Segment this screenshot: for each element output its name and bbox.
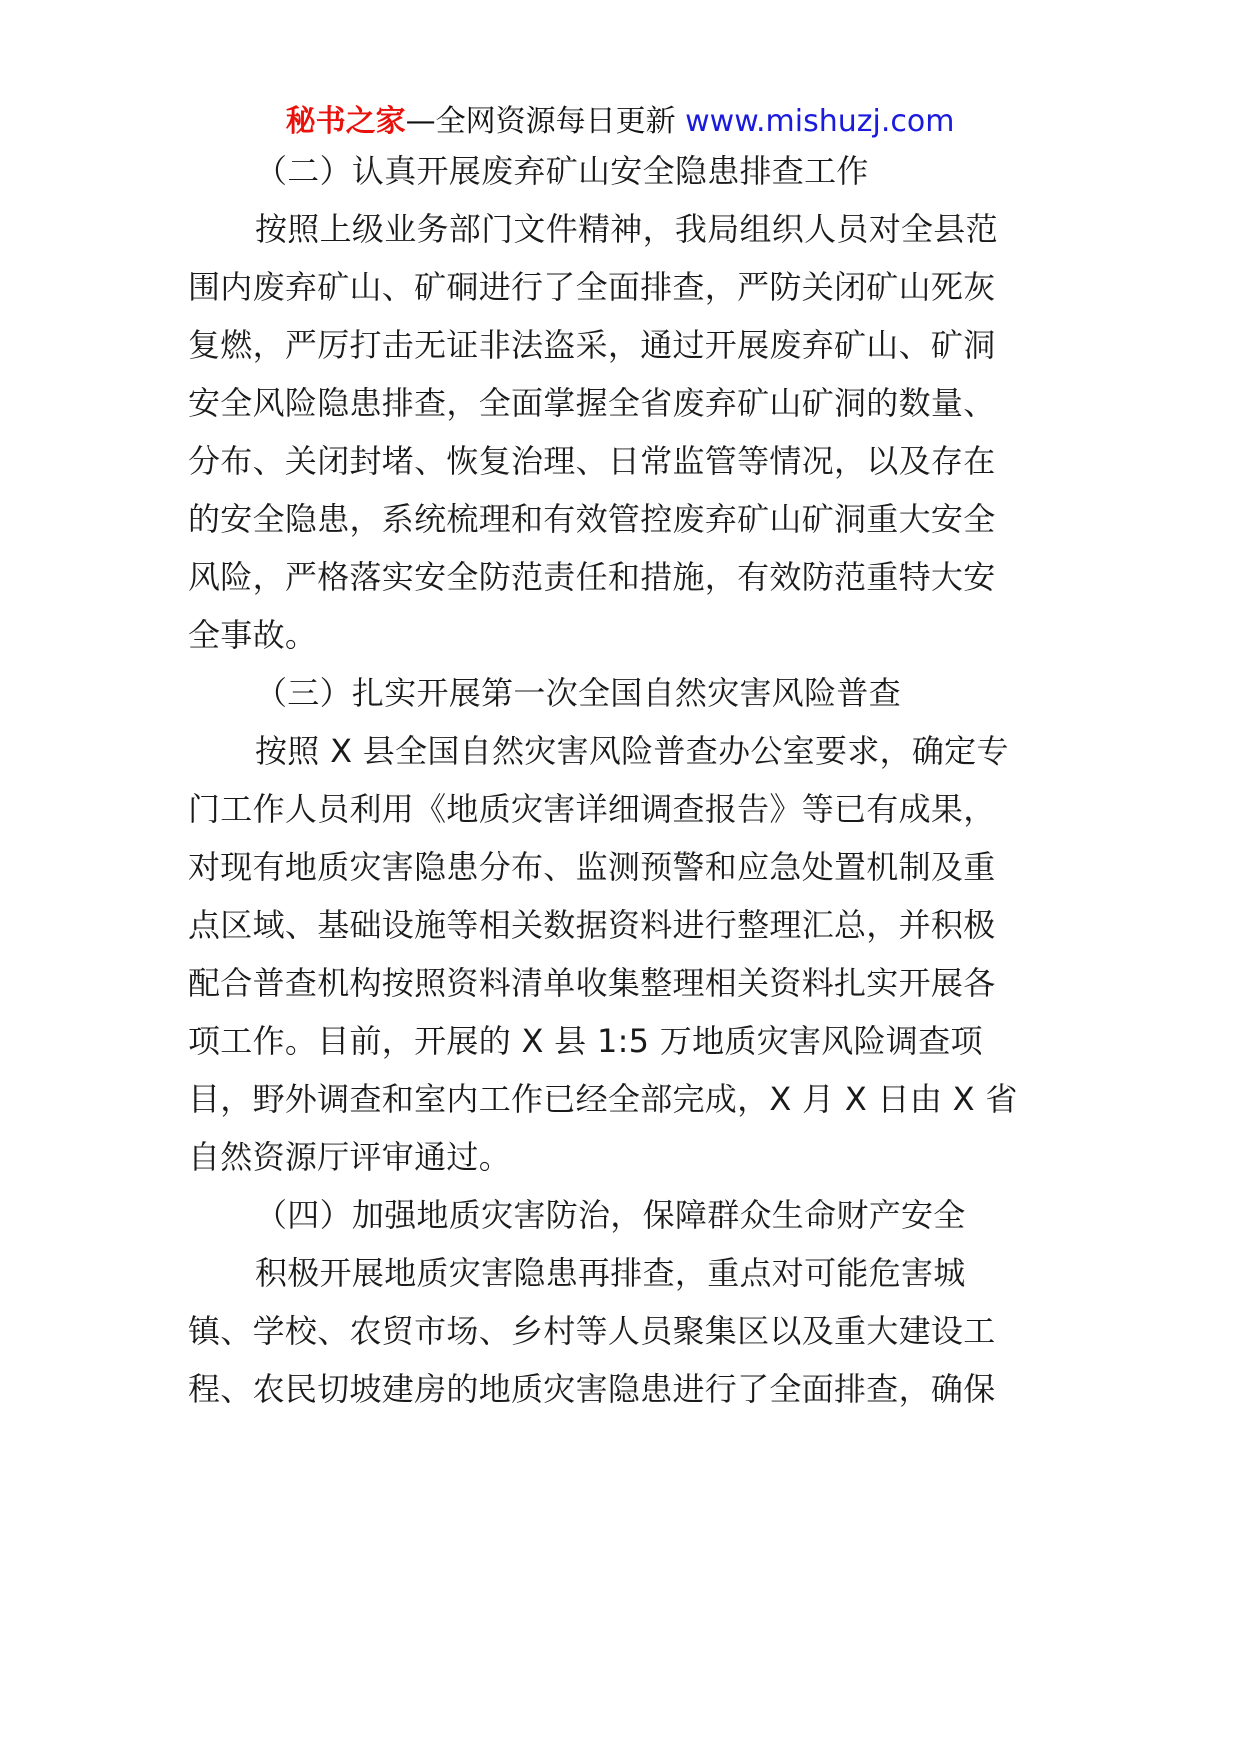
paragraph-line: 程、农民切坡建房的地质灾害隐患进行了全面排查，确保: [188, 1370, 996, 1408]
paragraph-line: 点区域、基础设施等相关数据资料进行整理汇总，并积极: [188, 906, 996, 944]
paragraph-line: 自然资源厅评审通过。: [188, 1138, 512, 1176]
section-heading: （四）加强地质灾害防治，保障群众生命财产安全: [255, 1196, 966, 1234]
site-url-link[interactable]: www.mishuzj.com: [685, 104, 955, 139]
paragraph-line: 安全风险隐患排查，全面掌握全省废弃矿山矿洞的数量、: [188, 384, 996, 422]
paragraph-line: 积极开展地质灾害隐患再排查，重点对可能危害城: [255, 1254, 966, 1292]
brand-name: 秘书之家: [285, 104, 406, 139]
section-heading: （二）认真开展废弃矿山安全隐患排查工作: [255, 152, 869, 190]
paragraph-line: 配合普查机构按照资料清单收集整理相关资料扎实开展各: [188, 964, 996, 1002]
paragraph-line: 门工作人员利用《地质灾害详细调查报告》等已有成果，: [188, 790, 996, 828]
paragraph-line: 按照上级业务部门文件精神，我局组织人员对全县范: [255, 210, 998, 248]
paragraph-line: 风险，严格落实安全防范责任和措施，有效防范重特大安: [188, 558, 996, 596]
paragraph-line: 分布、关闭封堵、恢复治理、日常监管等情况，以及存在: [188, 442, 996, 480]
section-heading: （三）扎实开展第一次全国自然灾害风险普查: [255, 674, 902, 712]
site-header: [0, 102, 1240, 142]
paragraph-line: 对现有地质灾害隐患分布、监测预警和应急处置机制及重: [188, 848, 996, 886]
paragraph-line: 按照 X 县全国自然灾害风险普查办公室要求，确定专: [255, 732, 1009, 770]
paragraph-line: 项工作。目前，开展的 X 县 1:5 万地质灾害风险调查项: [188, 1022, 983, 1060]
slogan: —全网资源每日更新: [405, 104, 676, 139]
paragraph-line: 围内废弃矿山、矿硐进行了全面排查，严防关闭矿山死灰: [188, 268, 996, 306]
paragraph-line: 的安全隐患，系统梳理和有效管控废弃矿山矿洞重大安全: [188, 500, 996, 538]
paragraph-line: 复燃，严厉打击无证非法盗采，通过开展废弃矿山、矿洞: [188, 326, 996, 364]
paragraph-line: 镇、学校、农贸市场、乡村等人员聚集区以及重大建设工: [188, 1312, 996, 1350]
paragraph-line: 全事故。: [188, 616, 318, 654]
paragraph-line: 目，野外调查和室内工作已经全部完成，X 月 X 日由 X 省: [188, 1080, 1018, 1118]
